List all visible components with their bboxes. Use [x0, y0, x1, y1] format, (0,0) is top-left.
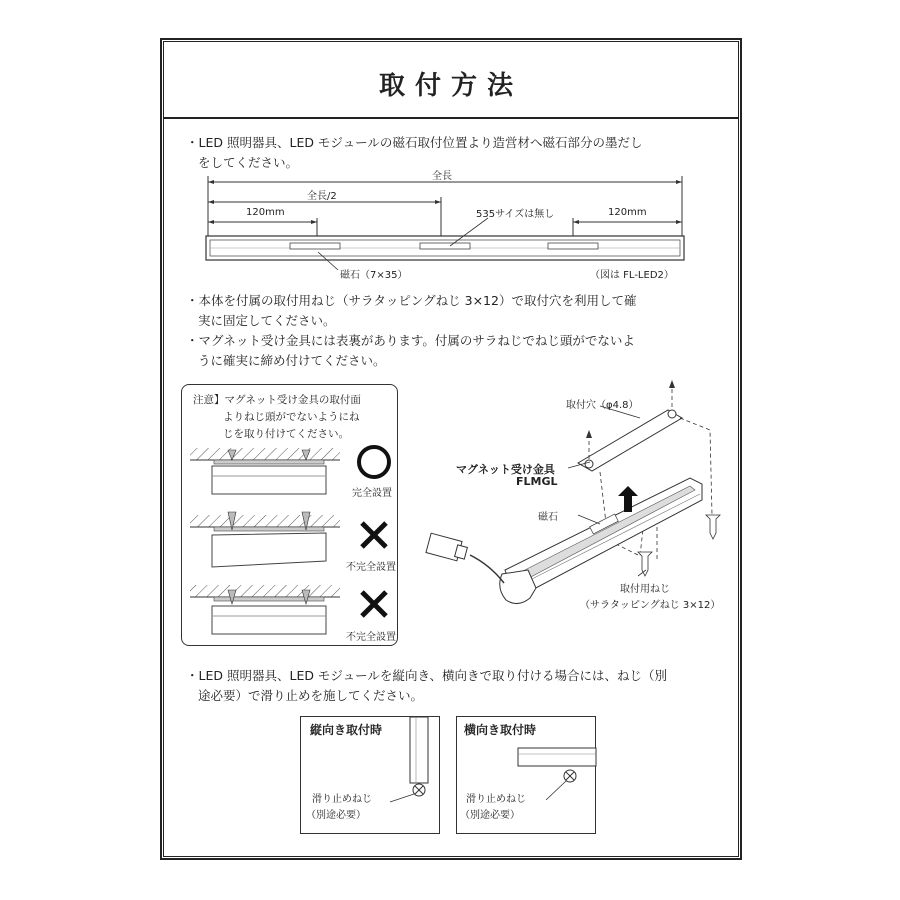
magnet-size-label: 磁石（7×35）	[340, 270, 408, 281]
ok-label: 完全設置	[352, 488, 392, 499]
step-1-line-1: ・LED 照明器具、LED モジュールの磁石取付位置より造営材へ磁石部分の墨だし	[186, 135, 643, 150]
step-4-line-2: 途必要）で滑り止めを施してください。	[198, 688, 424, 703]
horizontal-screw-label: 滑り止めねじ	[466, 794, 526, 805]
step-2-line-1: ・本体を付属の取付用ねじ（サラタッピングねじ 3×12）で取付穴を利用して確	[186, 293, 637, 308]
mounting-hole-label: 取付穴（φ4.8）	[566, 400, 639, 411]
caution-text: 注意】マグネット受け金具の取付面 よりねじ頭がでないようにね じを取り付けてください。	[193, 394, 361, 440]
step-3-line-1: ・マグネット受け金具には表裏があります。付属のサラねじでねじ頭がでないよ	[186, 333, 635, 348]
horizontal-screw-note: （別途必要）	[460, 810, 520, 821]
model-label: （図は FL-LED2）	[590, 270, 674, 281]
bracket-model-label: FLMGL	[516, 475, 558, 488]
dimension-total-label: 全長	[432, 171, 452, 182]
page-title: 取付方法	[378, 71, 523, 101]
dimension-half-label: 全長/2	[307, 191, 337, 202]
step-1-line-2: をしてください。	[198, 155, 299, 170]
horizontal-install-title: 横向き取付時	[464, 723, 537, 737]
vertical-install-title: 縦向き取付時	[310, 723, 383, 737]
bullet: ・	[186, 135, 199, 150]
screw-spec-label: （サラタッピングねじ 3×12）	[580, 600, 721, 611]
screw-label: 取付用ねじ	[620, 584, 670, 595]
step-2-line-2: 実に固定してください。	[198, 313, 336, 328]
step-3-line-2: うに確実に締め付けてください。	[198, 353, 386, 368]
ng1-label: 不完全設置	[346, 562, 396, 573]
anti-slip-screw-icon	[564, 770, 576, 782]
anti-slip-screw-icon	[413, 784, 425, 796]
ng2-label: 不完全設置	[346, 632, 396, 643]
vertical-screw-label: 滑り止めねじ	[312, 794, 372, 805]
dimension-120-left-label: 120mm	[246, 207, 285, 218]
step-4-line-1: ・LED 照明器具、LED モジュールを縦向き、横向きで取り付ける場合には、ねじ（別	[186, 668, 667, 683]
bracket-name-label: マグネット受け金具	[456, 463, 555, 476]
dimension-120-right-label: 120mm	[608, 207, 647, 218]
no-535-label: 535サイズは無し	[476, 209, 555, 220]
magnet-label: 磁石	[538, 512, 558, 523]
vertical-screw-note: （別途必要）	[306, 810, 366, 821]
